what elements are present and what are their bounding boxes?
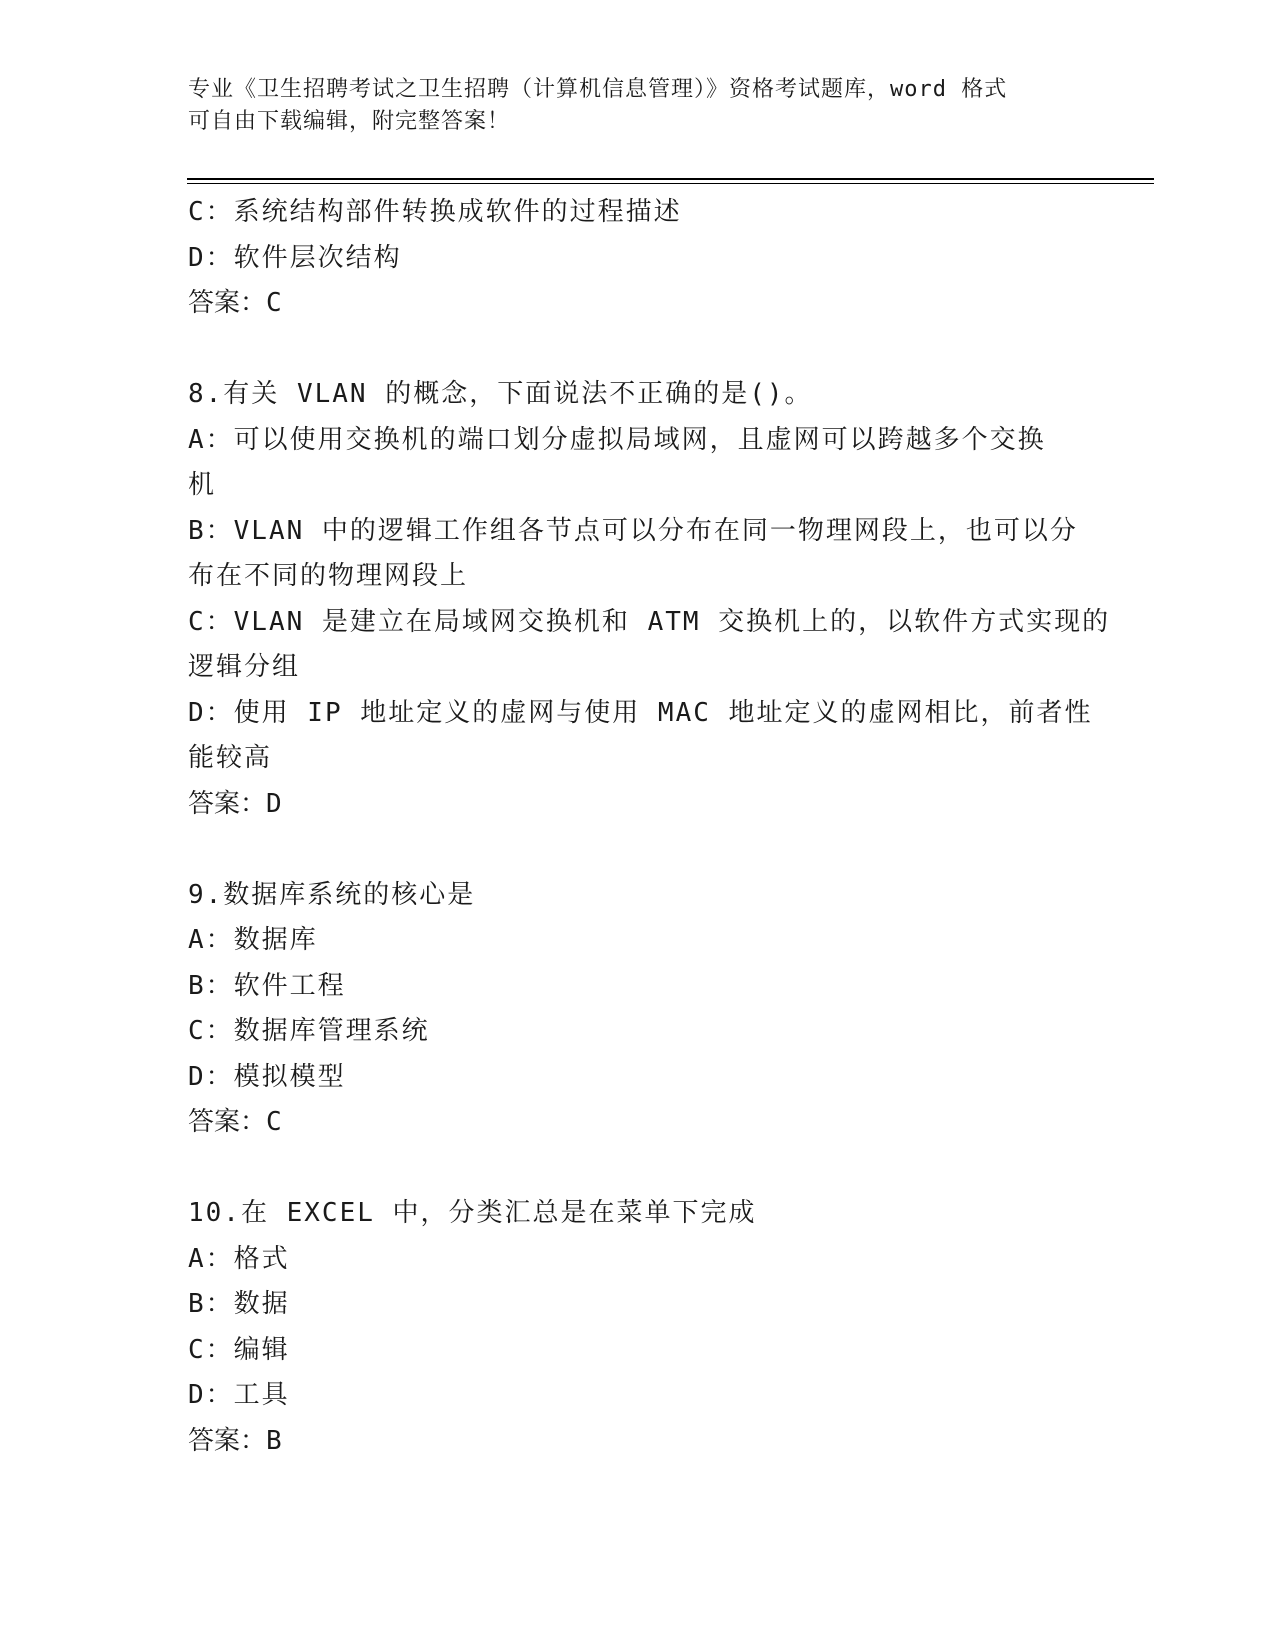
option-c: C：VLAN 是建立在局域网交换机和 ATM 交换机上的，以软件方式实现的 <box>188 606 1111 637</box>
document-header <box>188 74 1088 138</box>
answer-label: 答案： <box>188 1107 267 1137</box>
question-stem: 9.数据库系统的核心是 <box>188 879 476 910</box>
option-a: A：格式 <box>188 1243 290 1274</box>
option-a-continued: 机 <box>188 470 217 500</box>
option-b-continued: 布在不同的物理网段上 <box>188 561 469 591</box>
answer-line <box>188 281 1088 327</box>
header-divider-thick <box>187 178 1154 180</box>
question-stem: 10.在 EXCEL 中，分类汇总是在菜单下完成 <box>188 1198 757 1228</box>
question-9 <box>188 873 1088 1146</box>
answer-value: B <box>266 1425 282 1456</box>
answer-line <box>188 1100 1088 1146</box>
answer-label: 答案： <box>188 288 267 318</box>
option-c: C：数据库管理系统 <box>188 1016 430 1046</box>
answer-value: C <box>266 288 282 318</box>
option-c: C：编辑 <box>188 1334 290 1365</box>
option-d: D：软件层次结构 <box>188 242 402 273</box>
question-7-tail <box>188 190 1088 327</box>
option-b: B：软件工程 <box>188 970 346 1001</box>
option-c-continued: 逻辑分组 <box>188 652 301 682</box>
question-8 <box>188 372 1111 827</box>
answer-value: C <box>266 1107 282 1137</box>
option-a: A：数据库 <box>188 925 318 955</box>
spacer <box>188 1146 1088 1192</box>
option-d: D：工具 <box>188 1380 290 1410</box>
header-line-2: 可自由下载编辑，附完整答案！ <box>188 109 511 134</box>
question-stem: 8.有关 VLAN 的概念，下面说法不正确的是()。 <box>188 379 813 409</box>
spacer <box>188 827 1088 873</box>
answer-line <box>188 1419 1088 1465</box>
answer-line <box>188 782 1088 828</box>
option-d: D：模拟模型 <box>188 1061 346 1092</box>
question-10 <box>188 1191 1088 1464</box>
answer-value: D <box>266 788 282 819</box>
answer-label: 答案： <box>188 1425 267 1456</box>
question-list <box>188 190 1111 1464</box>
answer-label: 答案： <box>188 788 267 819</box>
option-b: B：VLAN 中的逻辑工作组各节点可以分布在同一物理网段上，也可以分 <box>188 515 1078 546</box>
spacer <box>188 327 1088 373</box>
option-d-continued: 能较高 <box>188 743 273 773</box>
option-a: A：可以使用交换机的端口划分虚拟局域网，且虚网可以跨越多个交换 <box>188 424 1046 455</box>
header-line-1: 专业《卫生招聘考试之卫生招聘（计算机信息管理）》资格考试题库，word 格式 <box>188 77 1008 102</box>
option-b: B：数据 <box>188 1289 290 1319</box>
option-c: C：系统结构部件转换成软件的过程描述 <box>188 197 682 227</box>
header-divider-thin <box>187 183 1154 184</box>
option-d: D：使用 IP 地址定义的虚网与使用 MAC 地址定义的虚网相比，前者性 <box>188 697 1093 728</box>
